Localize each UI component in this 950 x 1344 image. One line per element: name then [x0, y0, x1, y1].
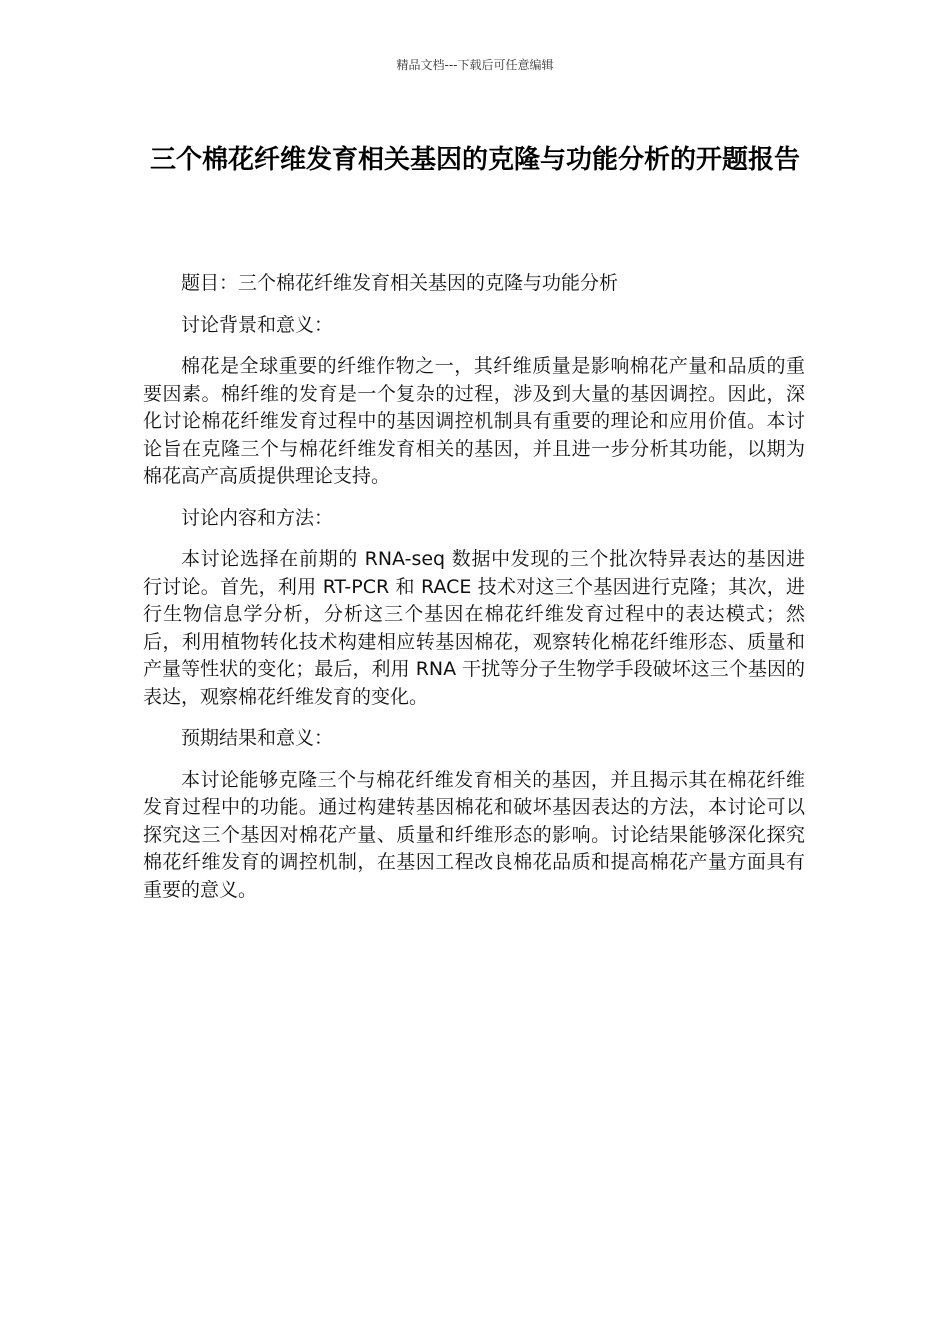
section-heading-background: 讨论背景和意义：	[181, 313, 334, 336]
section-body-expected-results: 本讨论能够克隆三个与棉花纤维发育相关的基因，并且揭示其在棉花纤维发育过程中的功能。通过构建转基因棉花和破坏基因表达的方法，本讨论可以探究这三个基因对棉花产量、质量和纤维形态的影响。讨论结果能够深化探究棉花纤维发育的调控机制，在基因工程改良棉花品质和提高棉花产量方面具有重要的意义。	[143, 768, 805, 901]
document-title: 三个棉花纤维发育相关基因的克隆与功能分析的开题报告	[149, 145, 800, 175]
section-heading-expected-results: 预期结果和意义：	[181, 727, 334, 749]
section-heading-methods: 讨论内容和方法：	[181, 506, 334, 529]
document-body	[143, 270, 805, 918]
topic-line: 题目：三个棉花纤维发育相关基因的克隆与功能分析	[181, 272, 619, 294]
section-body-background: 棉花是全球重要的纤维作物之一，其纤维质量是影响棉花产量和品质的重要因素。棉纤维的发育是一个复杂的过程，涉及到大量的基因调控。因此，深化讨论棉花纤维发育过程中的基因调控机制具有重要的理论和应用价值。本讨论旨在克隆三个与棉花纤维发育相关的基因，并且进一步分析其功能，以期为棉花高产高质提供理论支持。	[143, 355, 805, 487]
header-note: 精品文档---下载后可任意编辑	[396, 58, 554, 72]
section-body-methods: 本讨论选择在前期的 RNA-seq 数据中发现的三个批次特异表达的基因进行讨论。首先，利用 RT-PCR 和 RACE 技术对这三个基因进行克隆；其次，进行生物信息学分析，分析这三个基因在棉花纤维发育过程中的表达模式；然后，利用植物转化技术构建相应转基因棉花，观察转化棉花纤维形态、质量和产量等性状的变化；最后，利用 RNA 干扰等分子生物学手段破坏这三个基因的表达，观察棉花纤维发育的变化。	[143, 548, 805, 708]
